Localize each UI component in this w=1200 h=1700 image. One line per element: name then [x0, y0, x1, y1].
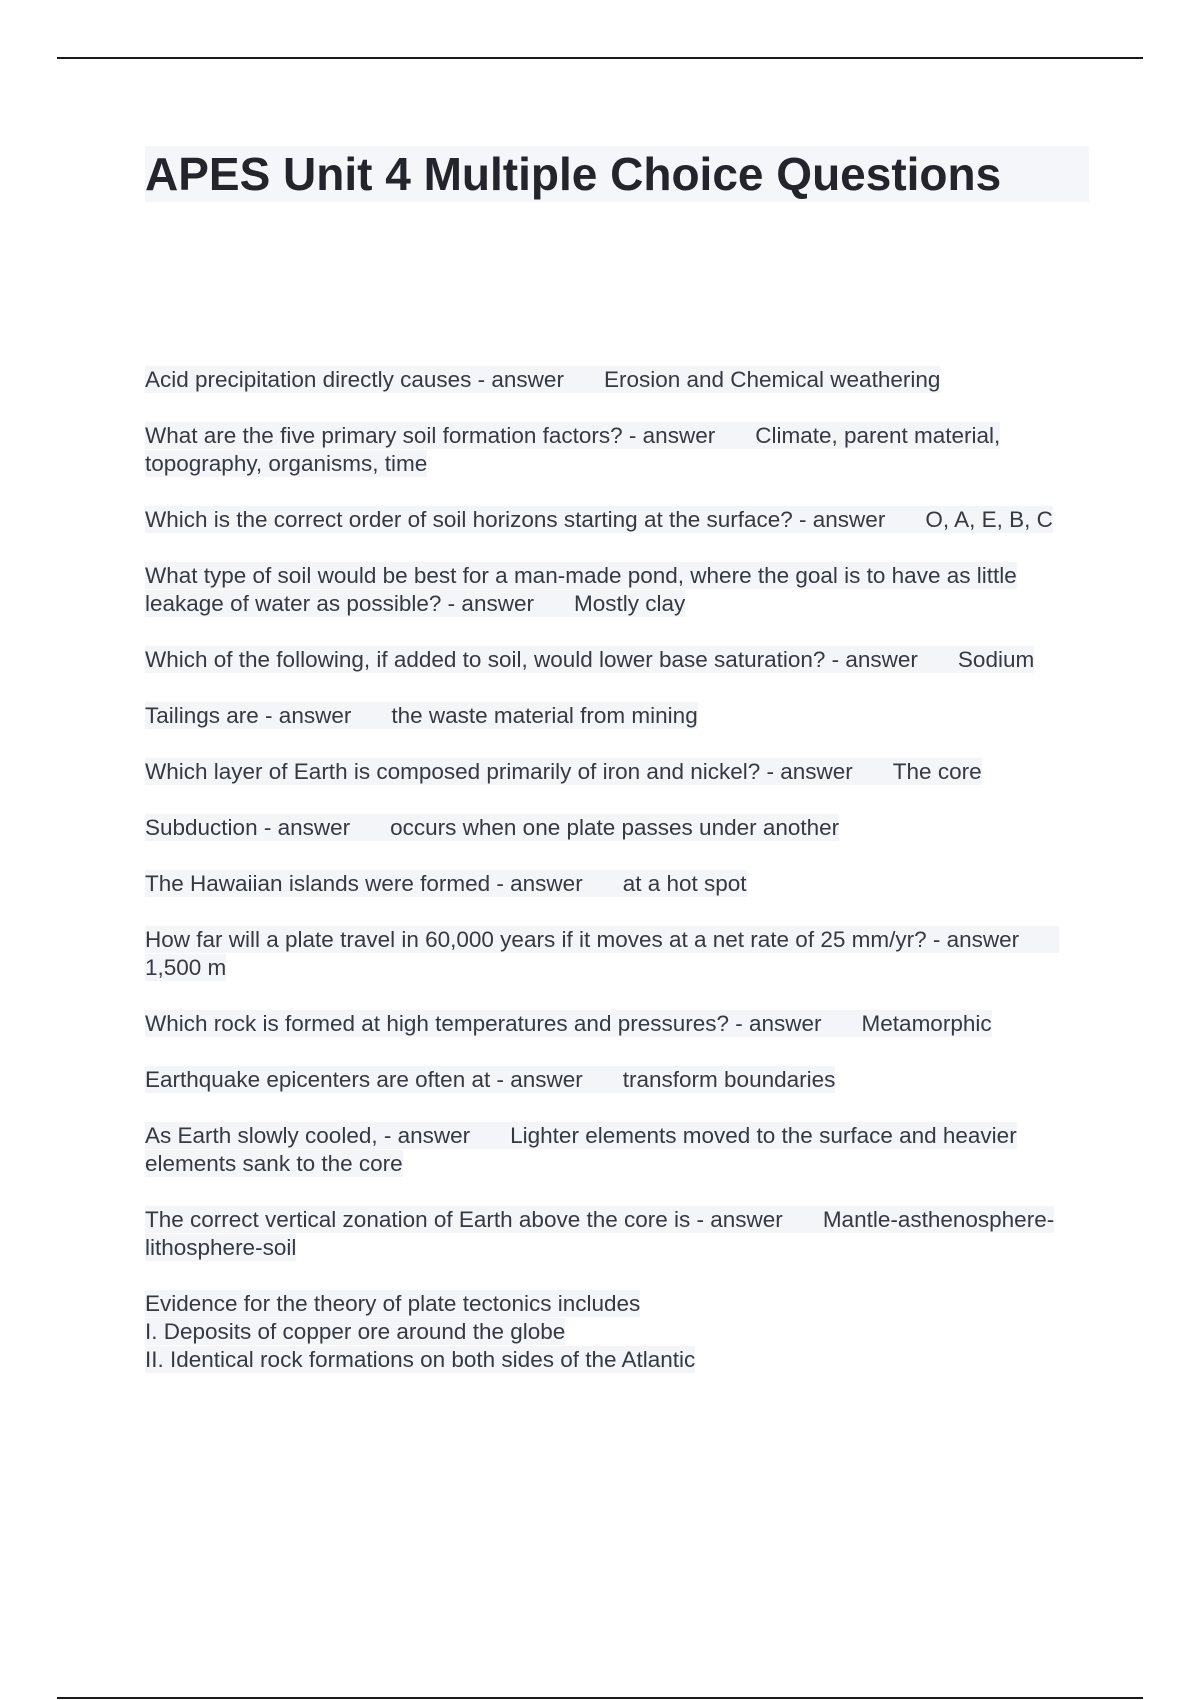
question-text: Subduction - answer — [145, 815, 351, 840]
question-text: What are the five primary soil formation factors? - answer — [145, 423, 716, 448]
question-text: How far will a plate travel in 60,000 years if it moves at a net rate of 25 mm/yr? - answer — [145, 927, 1020, 952]
question-text: Which is the correct order of soil horizons starting at the surface? - answer — [145, 507, 886, 532]
qa-item — [145, 1010, 1095, 1038]
question-text: Which layer of Earth is composed primarily of iron and nickel? - answer — [145, 759, 853, 784]
question-line: Evidence for the theory of plate tectonics includes — [145, 1291, 641, 1316]
answer-text: transform boundaries — [622, 1067, 836, 1092]
qa-item-multiline — [145, 1290, 1095, 1374]
answer-text: 1,500 m — [145, 955, 227, 980]
qa-item — [145, 758, 1095, 786]
answer-text: Erosion and Chemical weathering — [603, 367, 941, 392]
answer-text: Mostly clay — [573, 591, 686, 616]
qa-item — [145, 814, 1095, 842]
question-text: Earthquake epicenters are often at - answer — [145, 1067, 583, 1092]
qa-item — [145, 1122, 1095, 1178]
qa-item — [145, 702, 1095, 730]
answer-text: O, A, E, B, C — [925, 507, 1053, 532]
bottom-rule — [57, 1697, 1143, 1699]
answer-text: Metamorphic — [861, 1011, 992, 1036]
question-text: Which rock is formed at high temperatures and pressures? - answer — [145, 1011, 822, 1036]
answer-text: Mantle-asthenosphere-lithosphere-soil — [145, 1207, 1055, 1260]
qa-item — [145, 562, 1095, 618]
question-text: The Hawaiian islands were formed - answer — [145, 871, 583, 896]
question-text: What type of soil would be best for a man-made pond, where the goal is to have as little leakage of water as possible? - answer — [145, 563, 1017, 616]
question-text: Acid precipitation directly causes - answer — [145, 367, 564, 392]
top-rule — [57, 57, 1143, 59]
question-text: Tailings are - answer — [145, 703, 352, 728]
qa-item — [145, 422, 1095, 478]
question-text: As Earth slowly cooled, - answer — [145, 1123, 471, 1148]
qa-item — [145, 1206, 1095, 1262]
qa-item — [145, 646, 1095, 674]
question-line: II. Identical rock formations on both sides of the Atlantic — [145, 1347, 696, 1372]
answer-text: Climate, parent material, topography, organisms, time — [145, 423, 1001, 476]
question-text: The correct vertical zonation of Earth above the core is - answer — [145, 1207, 783, 1232]
title-block — [145, 146, 1089, 202]
question-line: I. Deposits of copper ore around the globe — [145, 1319, 566, 1344]
answer-text: Lighter elements moved to the surface and heavier elements sank to the core — [145, 1123, 1017, 1176]
answer-text: occurs when one plate passes under another — [390, 815, 840, 840]
answer-text: The core — [892, 759, 982, 784]
qa-item — [145, 506, 1095, 534]
question-list — [145, 366, 1095, 1402]
qa-item — [145, 926, 1095, 982]
answer-text: at a hot spot — [622, 871, 747, 896]
answer-text: Sodium — [957, 647, 1035, 672]
question-text: Which of the following, if added to soil, would lower base saturation? - answer — [145, 647, 918, 672]
qa-item — [145, 366, 1095, 394]
qa-item — [145, 1066, 1095, 1094]
answer-text: the waste material from mining — [391, 703, 698, 728]
document-title: APES Unit 4 Multiple Choice Questions — [145, 148, 1002, 200]
qa-item — [145, 870, 1095, 898]
